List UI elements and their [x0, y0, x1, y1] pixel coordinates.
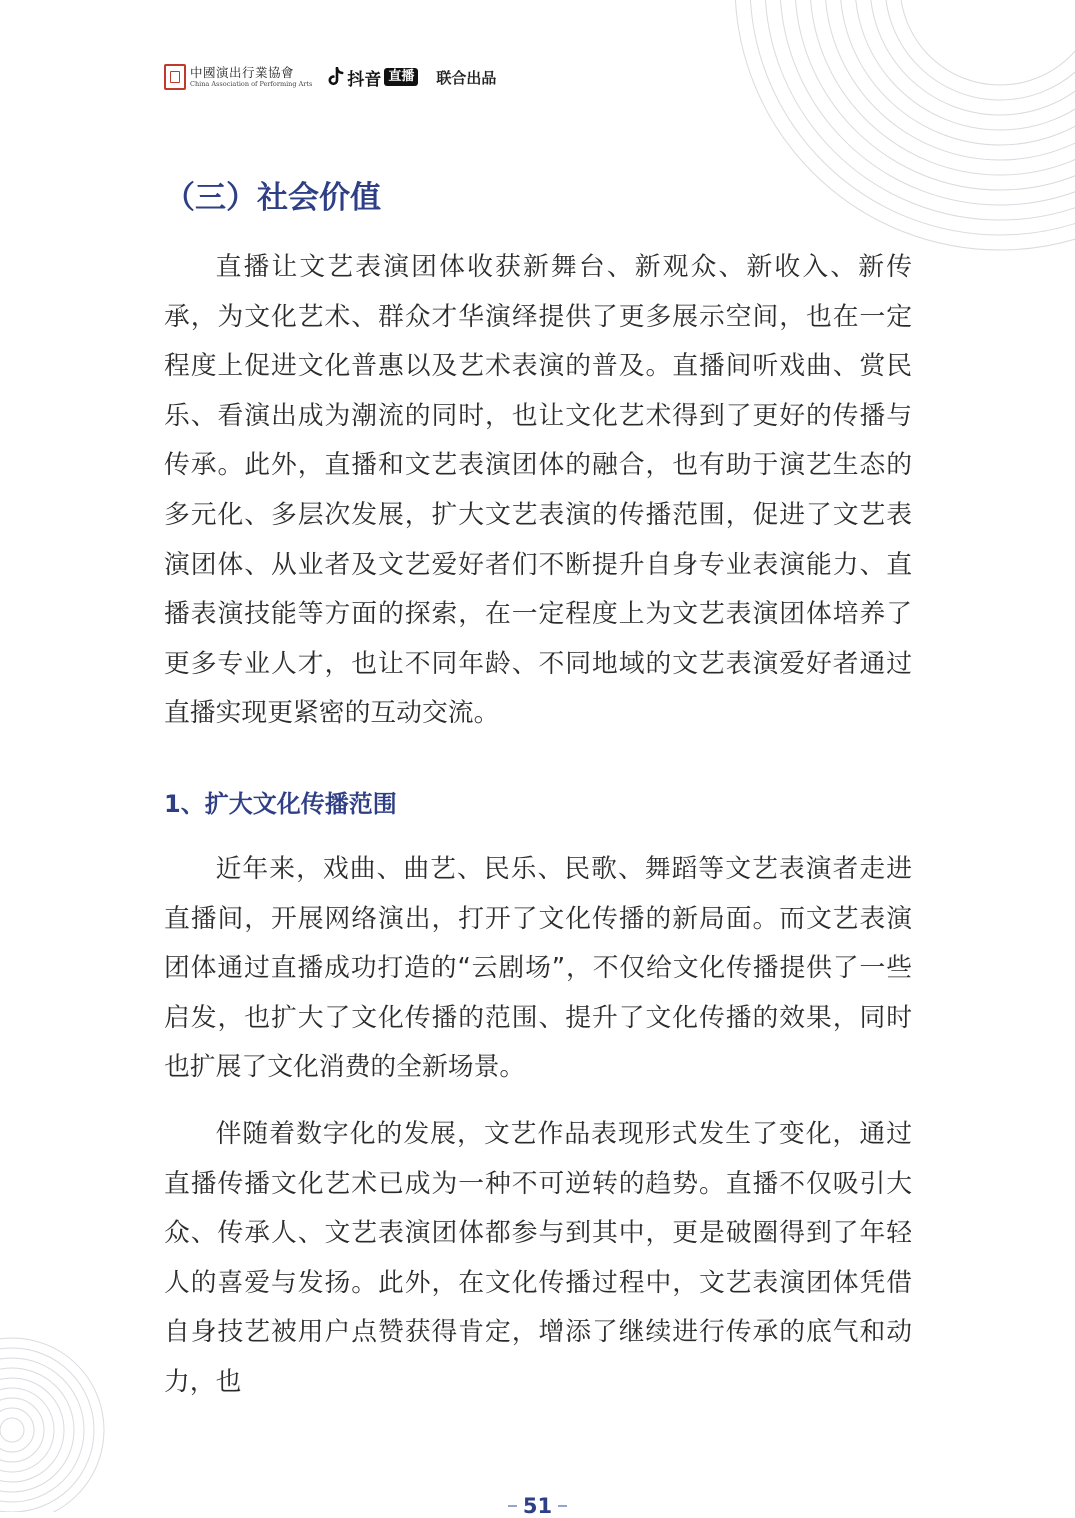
bottom-left-circles [0, 1338, 104, 1512]
section-title: （三）社会价值 [164, 180, 381, 216]
top-right-circles [735, 0, 1075, 250]
paragraph-3: 伴随着数字化的发展，文艺作品表现形式发生了变化，通过直播传播文化艺术已成为一种不可逆转的趋势。直播不仅吸引大众、传承人、文艺表演团体都参与到其中，更是破圈得到了年轻人的喜爱与发扬。此外，在文化传播过程中，文艺表演团体凭借自身技艺被用户点赞获得肯定，增添了继续进行传承的底气和动力，也 [164, 1119, 912, 1397]
dash-right [558, 1505, 567, 1507]
joint-production-label: 联合出品 [436, 68, 497, 87]
dash-left [508, 1505, 517, 1507]
page-footer [0, 1494, 1075, 1518]
page-number: 51 [522, 1494, 553, 1518]
header [164, 62, 496, 92]
paragraph-2: 近年来，戏曲、曲艺、民乐、民歌、舞蹈等文艺表演者走进直播间，开展网络演出，打开了文化传播的新局面。而文艺表演团体通过直播成功打造的“云剧场”，不仅给文化传播提供了一些启发，也扩大了文化传播的范围、提升了文化传播的效果，同时也扩展了文化消费的全新场景。 [164, 854, 912, 1083]
subsection-title: 1、扩大文化传播范围 [164, 790, 397, 818]
association-name-cn: 中國演出行業協會 [190, 64, 295, 80]
douyin-note-icon [328, 67, 344, 87]
douyin-name: 抖音 [347, 69, 382, 90]
cpaa-text [190, 64, 313, 88]
cpaa-logo [164, 64, 312, 90]
seal-icon [164, 64, 186, 90]
paragraph-1: 直播让文艺表演团体收获新舞台、新观众、新收入、新传承，为文化艺术、群众才华演绎提供了更多展示空间，也在一定程度上促进文化普惠以及艺术表演的普及。直播间听戏曲、赏民乐、看演出成为潮流的同时，也让文化艺术得到了更好的传播与传承。此外，直播和文艺表演团体的融合，也有助于演艺生态的多元化、多层次发展，扩大文艺表演的传播范围，促进了文艺表演团体、从业者及文艺爱好者们不断提升自身专业表演能力、直播表演技能等方面的探索，在一定程度上为文艺表演团体培养了更多专业人才，也让不同年龄、不同地域的文艺表演爱好者通过直播实现更紧密的互动交流。 [164, 252, 912, 729]
douyin-logo [328, 65, 418, 90]
live-badge: 直播 [384, 68, 418, 86]
association-name-en: China Association of Performing Arts [190, 80, 313, 88]
